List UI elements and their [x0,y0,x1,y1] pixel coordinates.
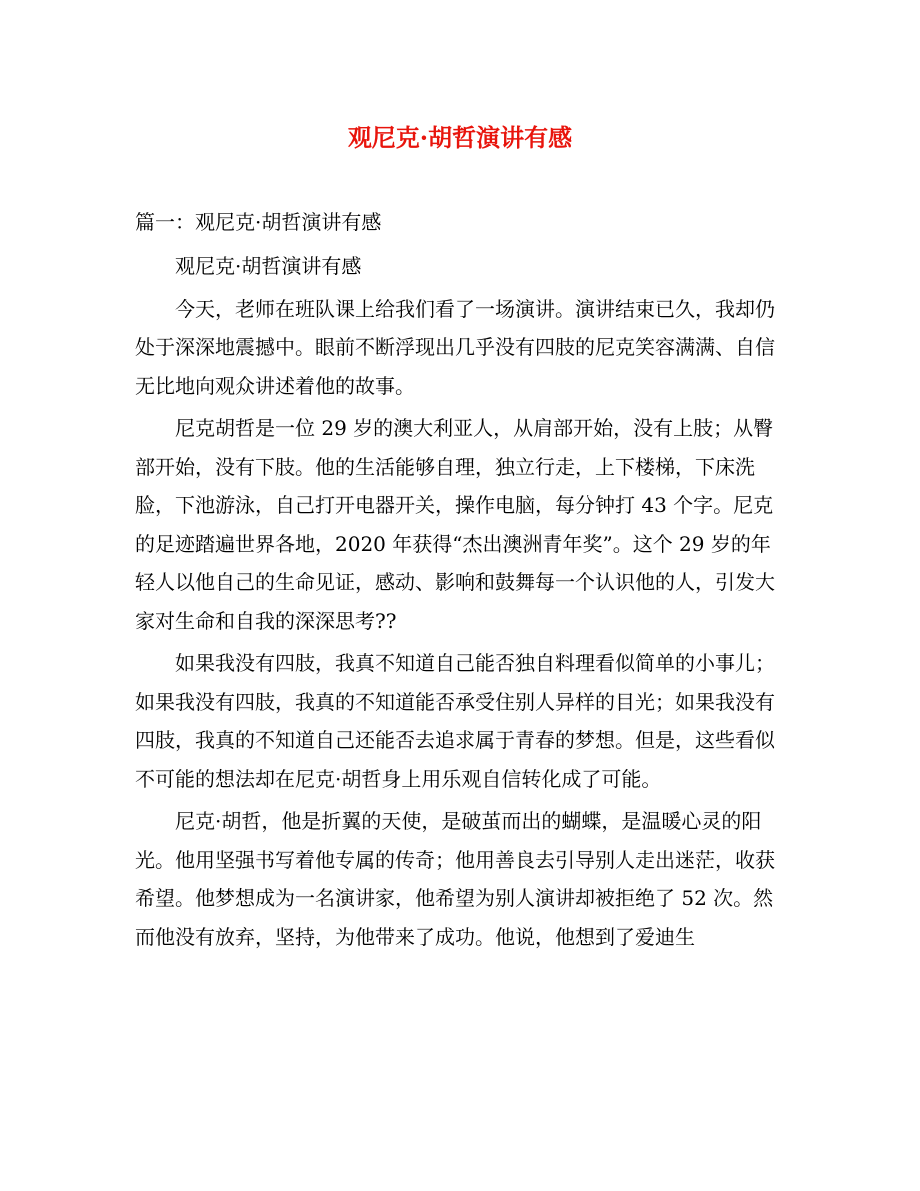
document-title: 观尼克·胡哲演讲有感 [347,123,573,152]
body-paragraph: 尼克·胡哲，他是折翼的天使，是破茧而出的蝴蝶，是温暖心灵的阳光。他用坚强书写着他专属的传奇；他用善良去引导别人走出迷茫，收获希望。他梦想成为一名演讲家，他希望为别人演讲却被拒绝了 52 次。然而他没有放弃，坚持，为他带来了成功。他说，他想到了爱迪生 [135,809,775,949]
body-paragraph: 尼克胡哲是一位 29 岁的澳大利亚人，从肩部开始，没有上肢；从臀部开始，没有下肢。他的生活能够自理，独立行走，上下楼梯，下床洗脸，下池游泳，自己打开电器开关，操作电脑，每分钟打 43 个字。尼克的足迹踏遍世界各地，2020 年获得“杰出澳洲青年奖”。这个 29 岁的年轻人以他自己的生命见证，感动、影响和鼓舞每一个认识他的人，引发大家对生命和自我的深深思考?? [135,416,775,633]
section-heading: 篇一：观尼克·胡哲演讲有感 [135,210,382,234]
subtitle-paragraph: 观尼克·胡哲演讲有感 [175,254,362,278]
body-paragraph: 如果我没有四肢，我真不知道自己能否独自料理看似简单的小事儿；如果我没有四肢，我真的不知道能否承受住别人异样的目光；如果我没有四肢，我真的不知道自己还能否去追求属于青春的梦想。但是，这些看似不可能的想法却在尼克·胡哲身上用乐观自信转化成了可能。 [135,651,775,791]
document-body [135,202,790,956]
body-paragraph: 今天，老师在班队课上给我们看了一场演讲。演讲结束已久，我却仍处于深深地震撼中。眼前不断浮现出几乎没有四肢的尼克笑容满满、自信无比地向观众讲述着他的故事。 [135,296,775,398]
